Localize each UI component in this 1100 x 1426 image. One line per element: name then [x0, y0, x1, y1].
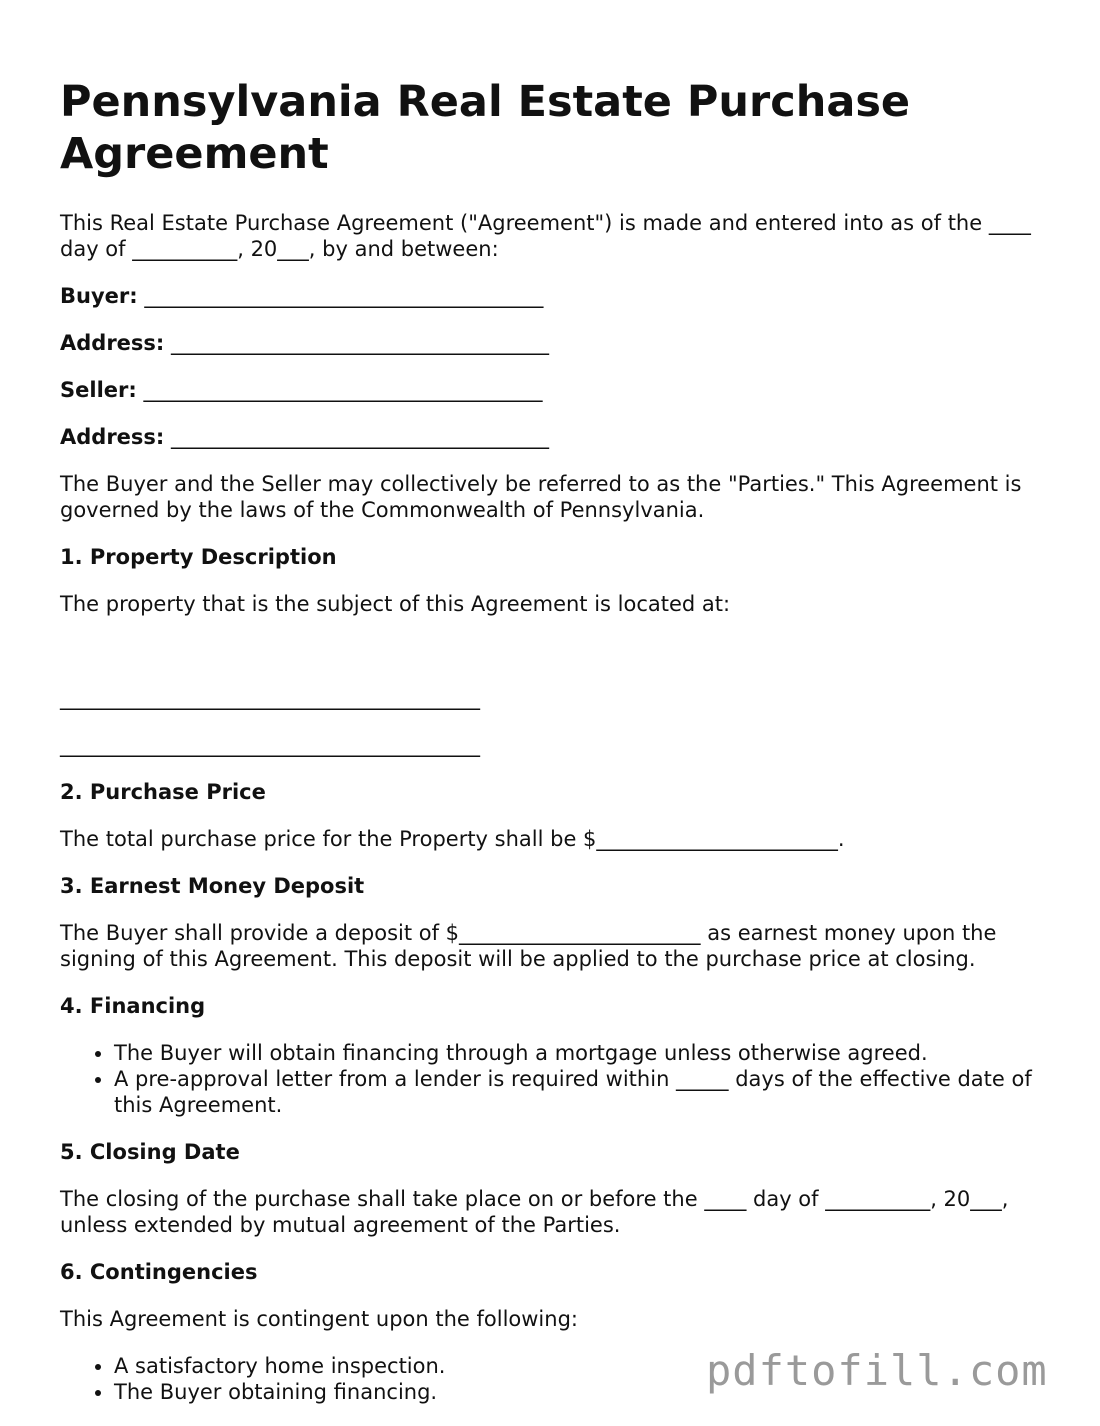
intro-paragraph: This Real Estate Purchase Agreement ("Agreement") is made and entered into as of the ____ day of __________, 20___, by and between:	[60, 211, 1031, 261]
section-deposit-text: The Buyer shall provide a deposit of $_______________________ as earnest money upon the signing of this Agreement. This deposit will be applied to the purchase price at closing.	[60, 921, 997, 971]
list-item: • A satisfactory home inspection.	[114, 1353, 1050, 1379]
seller-address-label: Address:	[60, 425, 165, 449]
property-address-line-1[interactable]: ________________________________________	[60, 686, 480, 710]
buyer-address-field[interactable]	[60, 330, 1050, 356]
section-contingencies-text: This Agreement is contingent upon the following:	[60, 1307, 578, 1331]
section-price-text: The total purchase price for the Property shall be $_______________________.	[60, 827, 845, 851]
section-deposit-heading: 3. Earnest Money Deposit	[60, 874, 365, 898]
financing-list	[60, 1040, 1050, 1118]
buyer-blank[interactable]: ______________________________________	[144, 284, 544, 308]
list-item: • A pre-approval letter from a lender is required within _____ days of the effective date of this Agreement.	[114, 1066, 1050, 1118]
section-financing-heading: 4. Financing	[60, 994, 206, 1018]
seller-label: Seller:	[60, 378, 137, 402]
parties-paragraph: The Buyer and the Seller may collectively be referred to as the "Parties." This Agreement is governed by the laws of the Commonwealth of Pennsylvania.	[60, 472, 1022, 522]
section-property-text: The property that is the subject of this Agreement is located at:	[60, 592, 731, 616]
section-closing-text: The closing of the purchase shall take place on or before the ____ day of __________, 20___, unless extended by mutual agreement of the Parties.	[60, 1187, 1009, 1237]
document-page	[60, 76, 1050, 1426]
spacer	[60, 638, 1050, 664]
seller-field[interactable]	[60, 377, 1050, 403]
document-title: Pennsylvania Real Estate Purchase Agreement	[60, 77, 911, 179]
section-closing-heading: 5. Closing Date	[60, 1140, 240, 1164]
seller-blank[interactable]: ______________________________________	[143, 378, 543, 402]
section-property-heading: 1. Property Description	[60, 545, 337, 569]
buyer-address-label: Address:	[60, 331, 165, 355]
section-contingencies-heading: 6. Contingencies	[60, 1260, 258, 1284]
section-price-heading: 2. Purchase Price	[60, 780, 266, 804]
buyer-field[interactable]	[60, 283, 1050, 309]
list-item: • The Buyer obtaining financing.	[114, 1379, 1050, 1405]
property-address-line-2[interactable]: ________________________________________	[60, 733, 480, 757]
buyer-label: Buyer:	[60, 284, 138, 308]
buyer-address-blank[interactable]: ____________________________________	[171, 331, 550, 355]
list-item: • The Buyer will obtain financing through a mortgage unless otherwise agreed.	[114, 1040, 1050, 1066]
seller-address-blank[interactable]: ____________________________________	[171, 425, 550, 449]
watermark: pdftofill.com	[706, 1346, 1048, 1395]
seller-address-field[interactable]	[60, 424, 1050, 450]
